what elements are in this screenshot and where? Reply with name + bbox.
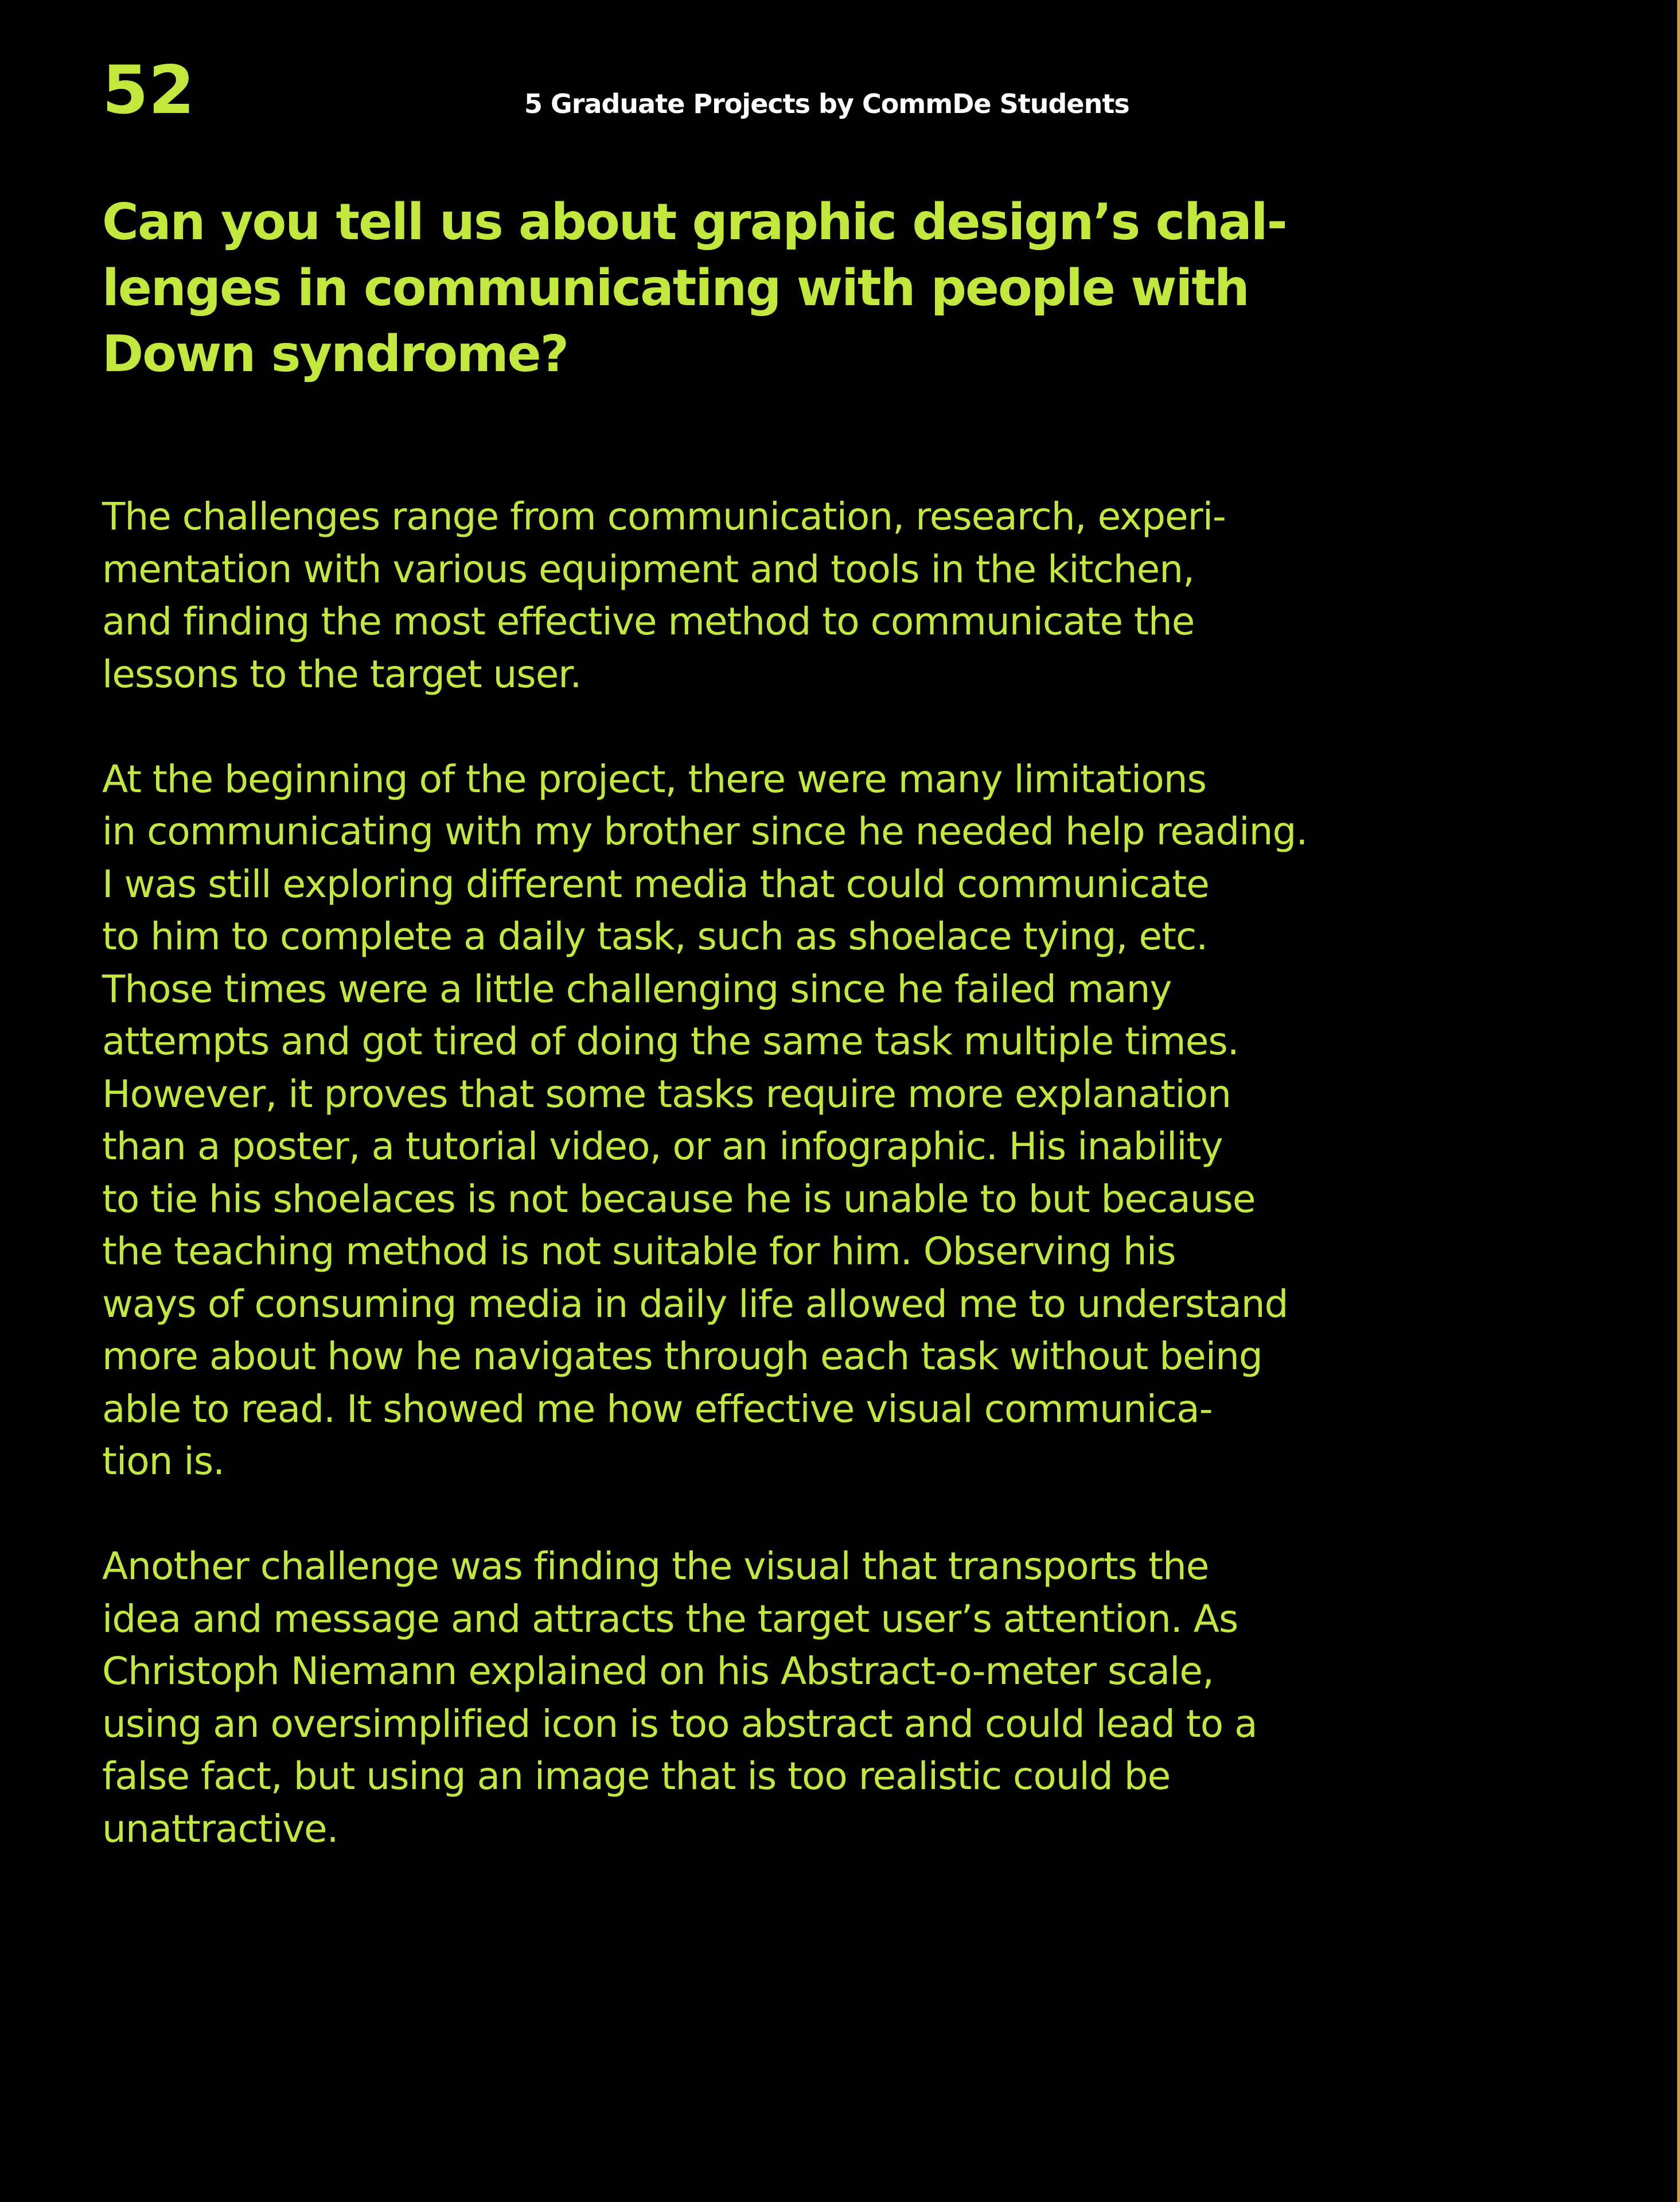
text-line: false fact, but using an image that is too realistic could be	[102, 1754, 1171, 1798]
text-line: Those times were a little challenging since he failed many	[102, 966, 1172, 1011]
text-line: The challenges range from communication, research, experi-	[102, 494, 1226, 539]
question-line: lenges in communicating with people with	[102, 259, 1249, 317]
text-line: tion is.	[102, 1439, 225, 1483]
text-line: At the beginning of the project, there were many limitations	[102, 757, 1206, 801]
text-line: able to read. It showed me how effective visual communica-	[102, 1386, 1213, 1431]
text-line: and finding the most effective method to communicate the	[102, 599, 1195, 644]
page-edge	[1677, 0, 1680, 2202]
answer-paragraph-2	[102, 753, 1335, 1488]
text-line: ways of consuming media in daily life allowed me to understand	[102, 1281, 1288, 1326]
text-line: lessons to the target user.	[102, 652, 582, 696]
text-line: unattractive.	[102, 1806, 338, 1851]
answer-paragraph-3	[102, 1540, 1335, 1855]
text-line: Christoph Niemann explained on his Abstract-o-meter scale,	[102, 1649, 1214, 1693]
text-line: I was still exploring different media that could communicate	[102, 862, 1209, 906]
text-line: attempts and got tired of doing the same task multiple times.	[102, 1019, 1239, 1063]
text-line: than a poster, a tutorial video, or an infographic. His inability	[102, 1124, 1223, 1168]
answer-body	[102, 490, 1335, 1908]
answer-paragraph-1	[102, 490, 1335, 700]
running-header: 5 Graduate Projects by CommDe Students	[524, 88, 1129, 119]
text-line: to tie his shoelaces is not because he is unable to but because	[102, 1176, 1256, 1221]
text-line: However, it proves that some tasks require more explanation	[102, 1071, 1231, 1116]
text-line: to him to complete a daily task, such as shoelace tying, etc.	[102, 914, 1208, 958]
text-line: using an oversimplified icon is too abstract and could lead to a	[102, 1701, 1257, 1746]
interview-question	[102, 189, 1335, 387]
text-line: mentation with various equipment and tools in the kitchen,	[102, 547, 1195, 591]
text-line: Another challenge was finding the visual that transports the	[102, 1544, 1209, 1588]
text-line: more about how he navigates through each task without being	[102, 1334, 1262, 1378]
page-number: 52	[102, 52, 195, 129]
text-line: idea and message and attracts the target user’s attention. As	[102, 1596, 1238, 1641]
text-line: in communicating with my brother since he needed help reading.	[102, 809, 1308, 853]
question-line: Can you tell us about graphic design’s chal-	[102, 193, 1287, 251]
text-line: the teaching method is not suitable for him. Observing his	[102, 1229, 1176, 1273]
question-line: Down syndrome?	[102, 325, 568, 383]
